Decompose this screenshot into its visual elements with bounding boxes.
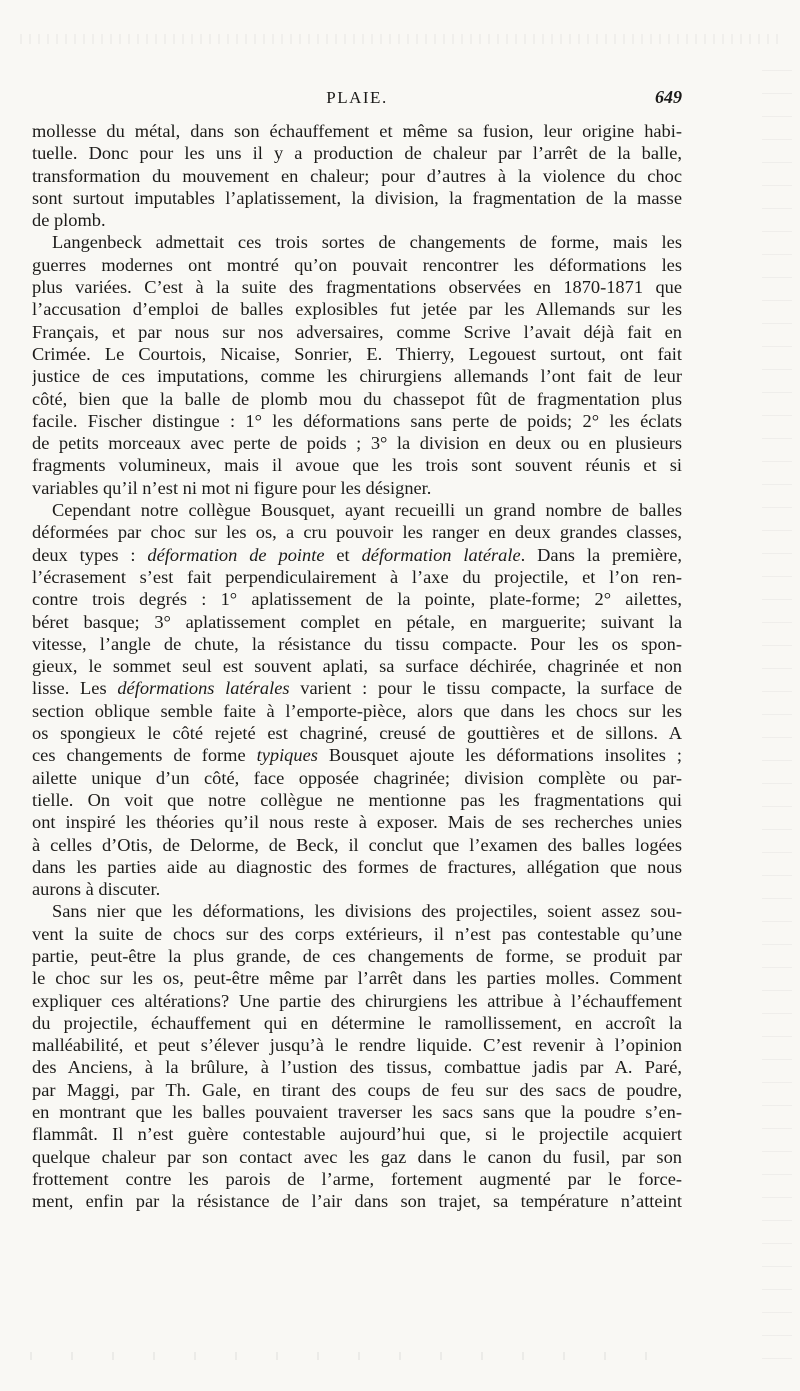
running-header (32, 84, 682, 114)
page-number: 649 (655, 87, 682, 107)
text-line (32, 1146, 682, 1168)
text-line (32, 1012, 682, 1034)
text-span: déformées par choc sur les os, a cru pouvoir les ranger en deux grandes classes, (32, 522, 682, 543)
text-line (32, 856, 682, 878)
text-line (32, 365, 682, 387)
text-line (32, 677, 682, 699)
text-line (32, 544, 682, 566)
text-span: dans les parties aide au diagnostic des formes de fractures, allégation que nous (32, 856, 682, 877)
text-line (32, 611, 682, 633)
text-span: en montrant que les balles pouvaient traverser les sacs sans que la poudre s’en- (32, 1102, 682, 1123)
text-span: Sans nier que les déformations, les divisions des projectiles, soient assez sou- (52, 901, 682, 922)
text-line (32, 276, 682, 298)
text-line (32, 1056, 682, 1078)
text-line (32, 789, 682, 811)
text-span: Langenbeck admettait ces trois sortes de changements de forme, mais les (52, 232, 682, 253)
text-span: l’accusation d’emploi de balles explosibles fut jetée par les Allemands sur les (32, 299, 682, 320)
text-line (32, 477, 682, 499)
text-line (32, 298, 682, 320)
text-line (32, 1101, 682, 1123)
text-line (32, 878, 682, 900)
italic-term: déformation latérale (361, 544, 521, 565)
body-text (32, 120, 682, 1213)
text-span: ont inspiré les théories qu’il nous reste à exposer. Mais de ses recherches unies (32, 812, 682, 833)
text-line (32, 945, 682, 967)
text-span: de plomb. (32, 210, 106, 231)
text-span: transformation du mouvement en chaleur; pour d’autres à la violence du choc (32, 165, 682, 186)
text-line (32, 566, 682, 588)
italic-term: déformation de pointe (147, 544, 325, 565)
text-span: frottement contre les parois de l’arme, fortement augmenté par le force- (32, 1168, 682, 1189)
text-span: malléabilité, et peut s’élever jusqu’à le rendre liquide. C’est revenir à l’opinion (32, 1035, 682, 1056)
italic-term: typiques (256, 745, 318, 766)
text-span: os spongieux le côté rejeté est chagriné, creusé de gouttières et de sillons. A (32, 723, 682, 744)
text-span: Cependant notre collègue Bousquet, ayant recueilli un grand nombre de balles (52, 500, 682, 521)
scan-noise-right-margin (762, 70, 792, 1370)
text-span: contre trois degrés : 1° aplatissement de la pointe, plate-forme; 2° ailettes, (32, 589, 682, 610)
text-span: par Maggi, par Th. Gale, en tirant des coups de feu sur des sacs de poudre, (32, 1079, 682, 1100)
italic-term: déformations latérales (117, 678, 290, 699)
text-span: . Dans la première, (520, 544, 682, 565)
text-line (32, 744, 682, 766)
text-span: de petits morceaux avec perte de poids ; 3° la division en deux ou en plusieurs (32, 433, 682, 454)
text-span: lisse. Les (32, 678, 118, 699)
text-line (32, 1168, 682, 1190)
text-line (32, 388, 682, 410)
text-span: partie, peut-être la plus grande, de ces changements de forme, se produit par (32, 945, 682, 966)
text-line (32, 633, 682, 655)
text-span: variables qu’il n’est ni mot ni figure pour les désigner. (32, 477, 432, 498)
text-span: quelque chaleur par son contact avec les gaz dans le canon du fusil, par son (32, 1146, 682, 1167)
text-line (32, 967, 682, 989)
text-line (32, 254, 682, 276)
text-span: du projectile, échauffement qui en détermine le ramollissement, en accroît la (32, 1012, 682, 1033)
text-line (32, 142, 682, 164)
text-line (32, 499, 682, 521)
text-span: Crimée. Le Courtois, Nicaise, Sonrier, E. Thierry, Legouest surtout, ont fait (32, 343, 682, 364)
text-line (32, 900, 682, 922)
text-line (32, 1123, 682, 1145)
text-line (32, 700, 682, 722)
text-line (32, 1034, 682, 1056)
text-span: tielle. On voit que notre collègue ne mentionne pas les fragmentations qui (32, 789, 682, 810)
text-span: côté, bien que la balle de plomb mou du chassepot fût de fragmentation plus (32, 388, 682, 409)
text-span: Bousquet ajoute les déformations insolites ; (317, 745, 682, 766)
text-span: facile. Fischer distingue : 1° les déformations sans perte de poids; 2° les éclats (32, 410, 682, 431)
text-span: l’écrasement s’est fait perpendiculairement à l’axe du projectile, et l’on ren- (32, 566, 682, 587)
text-line (32, 165, 682, 187)
scan-noise-top (20, 34, 780, 44)
text-line (32, 722, 682, 744)
text-line (32, 231, 682, 253)
text-span: deux types : (32, 544, 148, 565)
text-line (32, 990, 682, 1012)
text-line (32, 588, 682, 610)
text-line (32, 521, 682, 543)
text-line (32, 1079, 682, 1101)
text-span: varient : pour le tissu compacte, la surface de (289, 678, 682, 699)
text-span: et (324, 544, 362, 565)
text-span: fragments volumineux, mais il avoue que les trois sont souvent réunis et si (32, 455, 682, 476)
text-line (32, 655, 682, 677)
text-span: le choc sur les os, peut-être même par l’arrêt dans les parties molles. Comment (32, 968, 682, 989)
text-span: vent la suite de chocs sur des corps extérieurs, il n’est pas contestable qu’une (32, 923, 682, 944)
text-span: à celles d’Otis, de Delorme, de Beck, il conclut que l’examen des balles logées (32, 834, 682, 855)
text-line (32, 811, 682, 833)
text-line (32, 454, 682, 476)
text-span: béret basque; 3° aplatissement complet en pétale, en marguerite; suivant la (32, 611, 682, 632)
text-line (32, 209, 682, 231)
text-span: plus variées. C’est à la suite des fragmentations observées en 1870-1871 que (32, 277, 682, 298)
text-line (32, 343, 682, 365)
text-span: ment, enfin par la résistance de l’air dans son trajet, sa température n’atteint (32, 1191, 682, 1212)
text-span: vitesse, l’angle de chute, la résistance du tissu compacte. Pour les os spon- (32, 633, 682, 654)
text-span: tuelle. Donc pour les uns il y a production de chaleur par l’arrêt de la balle, (32, 143, 682, 164)
text-span: justice de ces imputations, comme les chirurgiens allemands l’ont fait de leur (32, 366, 682, 387)
text-line (32, 767, 682, 789)
text-line (32, 834, 682, 856)
text-span: flammât. Il n’est guère contestable aujourd’hui que, si le projectile acquiert (32, 1124, 682, 1145)
text-span: expliquer ces altérations? Une partie des chirurgiens les attribue à l’échauffement (32, 990, 682, 1011)
scan-noise-bottom (30, 1352, 680, 1360)
text-span: sont surtout imputables l’aplatissement, la division, la fragmentation de la masse (32, 187, 682, 208)
text-span: mollesse du métal, dans son échauffement et même sa fusion, leur origine habi- (32, 121, 682, 141)
text-span: ces changements de forme (32, 745, 257, 766)
text-span: Français, et par nous sur nos adversaires, comme Scrive l’avait déjà fait en (32, 321, 682, 342)
text-line (32, 321, 682, 343)
text-line (32, 187, 682, 209)
text-span: aurons à discuter. (32, 879, 161, 900)
text-span: guerres modernes ont montré qu’on pouvait rencontrer les déformations les (32, 254, 682, 275)
text-span: section oblique semble faite à l’emporte-pièce, alors que dans les chocs sur les (32, 700, 682, 721)
text-line (32, 923, 682, 945)
text-span: ailette unique d’un côté, face opposée chagrinée; division complète ou par- (32, 767, 682, 788)
text-line (32, 120, 682, 142)
text-span: gieux, le sommet seul est souvent aplati, sa surface déchirée, chagrinée et non (32, 656, 682, 677)
text-line (32, 432, 682, 454)
running-title: PLAIE. (326, 88, 388, 107)
text-span: des Anciens, à la brûlure, à l’ustion des tissus, combattue jadis par A. Paré, (32, 1057, 682, 1078)
text-line (32, 410, 682, 432)
text-line (32, 1190, 682, 1212)
